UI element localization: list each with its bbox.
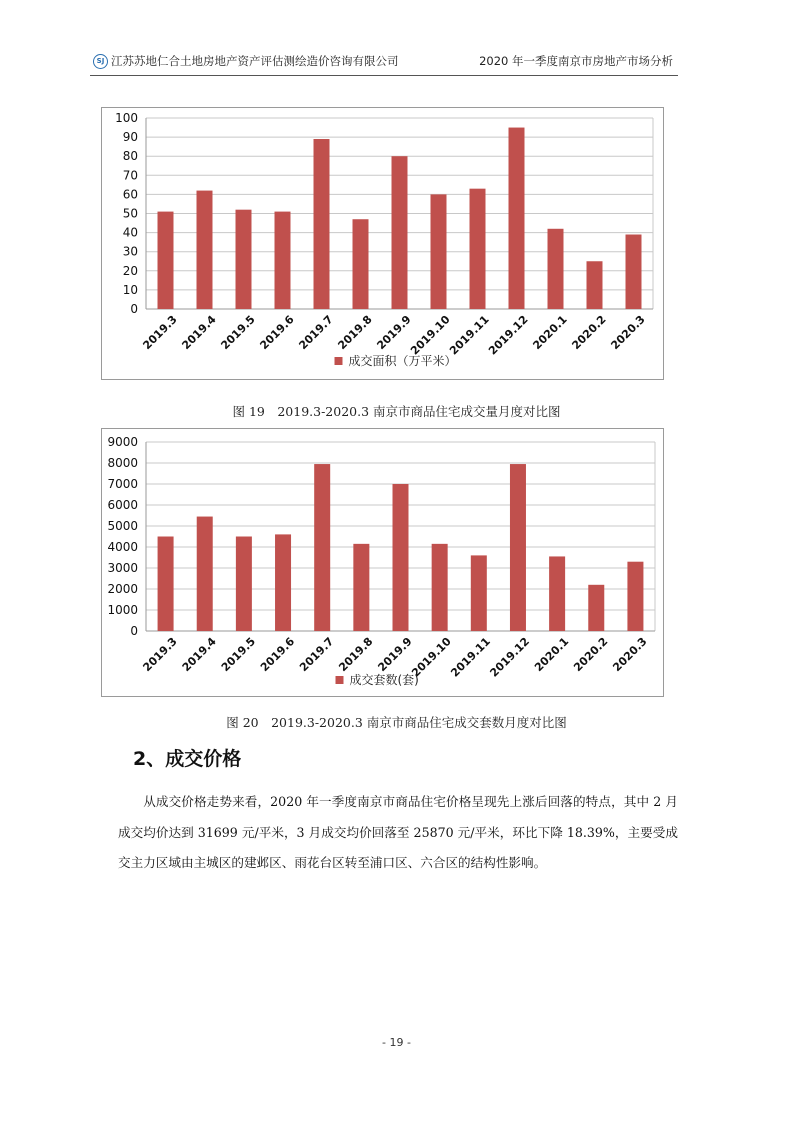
x-tick-label: 2019.12 [485, 312, 531, 358]
legend-label: 成交套数(套) [349, 673, 419, 687]
bar [314, 139, 330, 309]
y-tick-label: 100 [115, 111, 138, 125]
bar [627, 562, 643, 631]
bar [471, 555, 487, 631]
bar [470, 189, 486, 309]
x-tick-label: 2019.11 [448, 634, 493, 680]
y-tick-label: 30 [122, 244, 138, 259]
y-tick-label: 0 [130, 302, 138, 316]
x-tick-label: 2020.2 [571, 634, 611, 675]
bar [549, 556, 565, 631]
y-tick-label: 5000 [107, 519, 138, 533]
bar [626, 235, 642, 309]
bar [158, 537, 174, 632]
bar [197, 191, 213, 309]
y-tick-label: 10 [122, 282, 138, 297]
x-tick-label: 2019.8 [335, 312, 375, 353]
x-tick-label: 2020.1 [532, 634, 572, 675]
bar [314, 464, 330, 631]
x-tick-label: 2019.4 [179, 312, 219, 353]
x-tick-label: 2019.9 [375, 634, 415, 675]
y-tick-label: 3000 [107, 561, 138, 575]
y-tick-label: 90 [122, 130, 138, 145]
bar [393, 484, 409, 631]
header-rule [90, 75, 678, 76]
bar [353, 544, 369, 631]
bar [236, 210, 252, 309]
bar [431, 194, 447, 309]
figure-19-caption: 图 19 2019.3-2020.3 南京市商品住宅成交量月度对比图 [232, 404, 561, 419]
bar [353, 219, 369, 309]
section-heading: 2、成交价格 [133, 748, 242, 770]
x-tick-label: 2020.2 [569, 312, 609, 353]
bar [197, 517, 213, 631]
company-name: 江苏苏地仁合土地房地产资产评估测绘造价咨询有限公司 [111, 54, 399, 68]
y-tick-label: 6000 [107, 498, 138, 512]
company-logo-icon: SJ [93, 54, 108, 69]
bar [158, 212, 174, 309]
x-tick-label: 2019.6 [257, 312, 297, 353]
x-tick-label: 2019.3 [140, 312, 180, 353]
y-tick-label: 70 [122, 168, 138, 183]
body-paragraph: 从成交价格走势来看，2020 年一季度南京市商品住宅价格呈现先上涨后回落的特点，其中 2 月成交均价达到 31699 元/平米，3 月成交均价回落至 25870 元/平米，环比下降 18.39%，主要受成交主力区域由主城区的建邺区、雨花台区转至浦口区、六合区的结构性影响。 [118, 794, 678, 870]
bar [510, 464, 526, 631]
x-tick-label: 2019.10 [407, 312, 453, 358]
y-tick-label: 80 [122, 149, 138, 164]
x-tick-label: 2020.1 [530, 312, 570, 353]
report-title: 2020 年一季度南京市房地产市场分析 [479, 54, 673, 68]
x-tick-label: 2019.10 [409, 634, 454, 680]
chart-area-volume [102, 108, 663, 379]
x-tick-label: 2020.3 [608, 312, 648, 353]
x-tick-label: 2019.4 [179, 634, 219, 675]
bar [588, 585, 604, 631]
x-tick-label: 2019.11 [446, 312, 492, 358]
bar [587, 261, 603, 309]
legend [336, 672, 419, 687]
y-tick-label: 50 [122, 206, 138, 221]
legend [335, 353, 457, 368]
bar [509, 128, 525, 309]
x-tick-label: 2019.3 [140, 634, 180, 675]
x-tick-label: 2019.8 [336, 634, 376, 675]
y-tick-label: 0 [130, 624, 138, 638]
bar [236, 537, 252, 632]
legend-swatch [335, 357, 343, 365]
legend-label: 成交面积（万平米） [348, 354, 457, 368]
page-header-left [93, 53, 399, 69]
x-tick-label: 2019.7 [296, 312, 336, 353]
y-tick-label: 60 [122, 187, 138, 202]
bar [392, 156, 408, 309]
page-number: - 19 - [382, 1036, 411, 1049]
y-tick-label: 20 [122, 263, 138, 278]
x-tick-label: 2019.5 [218, 634, 259, 675]
x-tick-label: 2019.12 [487, 634, 533, 680]
bar [548, 229, 564, 309]
bar [275, 534, 291, 631]
figure-19-chart-frame [101, 107, 664, 380]
bar [432, 544, 448, 631]
y-tick-label: 40 [122, 225, 138, 240]
y-tick-label: 7000 [107, 477, 138, 491]
x-tick-label: 2019.7 [297, 634, 337, 675]
bar [275, 212, 291, 309]
y-tick-label: 2000 [107, 582, 138, 596]
x-tick-label: 2020.3 [610, 634, 650, 675]
x-tick-label: 2019.6 [257, 634, 298, 675]
chart-units-sold [102, 429, 663, 696]
x-tick-label: 2019.9 [374, 312, 414, 353]
figure-20-chart-frame [101, 428, 664, 697]
y-tick-label: 9000 [107, 435, 138, 449]
y-tick-label: 8000 [107, 456, 138, 470]
legend-swatch [336, 676, 344, 684]
y-tick-label: 4000 [107, 540, 138, 554]
figure-20-caption: 图 20 2019.3-2020.3 南京市商品住宅成交套数月度对比图 [226, 715, 567, 730]
x-tick-label: 2019.5 [218, 312, 258, 353]
y-tick-label: 1000 [107, 603, 138, 617]
